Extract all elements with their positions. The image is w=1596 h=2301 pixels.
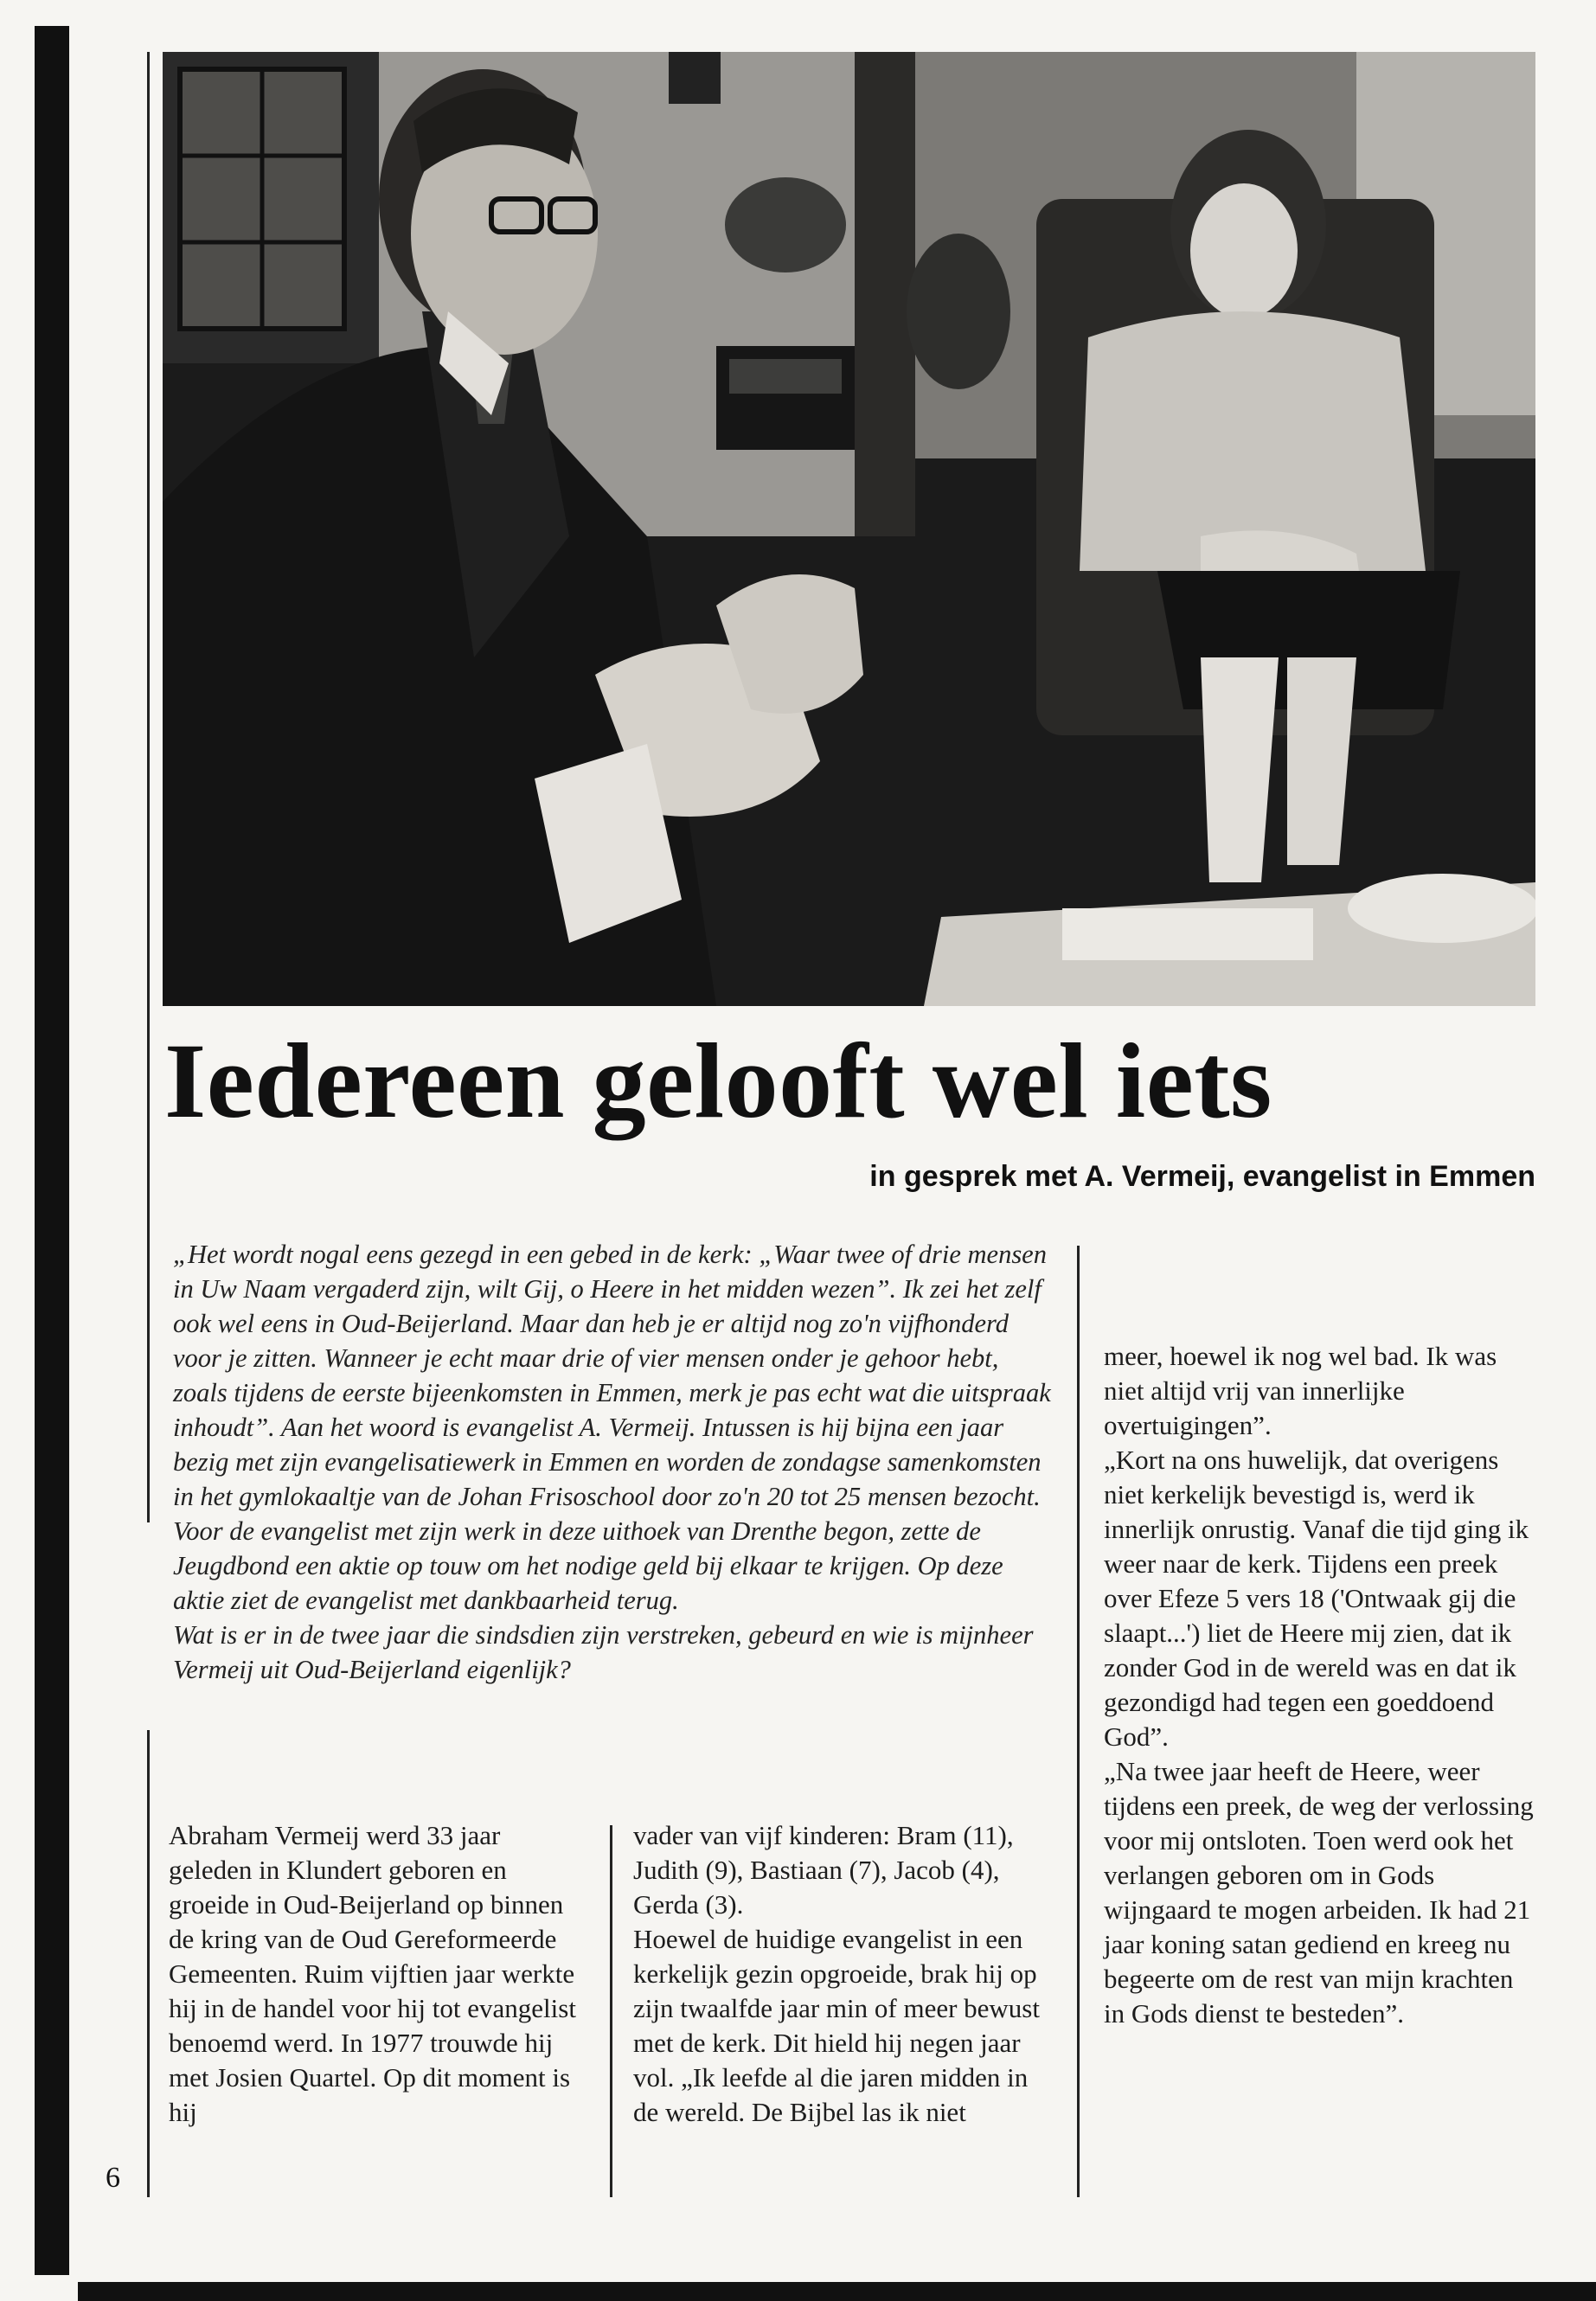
left-edge-bar — [35, 26, 69, 2275]
margin-rule — [147, 52, 150, 1522]
bottom-edge-bar — [78, 2282, 1596, 2301]
intro-paragraph: „Het wordt nogal eens gezegd in een gebed in de kerk: „Waar twee of drie mensen in Uw Naam vergaderd zijn, wilt Gij, o Heere in het midden wezen”. Ik zei het zelf ook wel eens in Oud-Beijerland. Maar dan heb je er altijd nog zo'n vijfhonderd voor je zitten. Wanneer je echt maar drie of vier mensen onder je gehoor hebt, zoals tijdens de eerste bijeenkomsten in Emmen, merk je pas echt wat die uitspraak inhoudt”. Aan het woord is evangelist A. Vermeij. Intussen is hij bijna een jaar bezig met zijn evangelisatiewerk in Emmen en worden de zondagse samenkomsten in het gymlokaaltje van de Johan Frisoschool door zo'n 20 tot 25 mensen bezocht. Voor de evangelist met zijn werk in deze uithoek van Drenthe begon, zette de Jeugdbond een aktie op touw om het nodige geld bij elkaar te krijgen. Op deze aktie ziet de evangelist met dankbaarheid terug. — [173, 1240, 1051, 1615]
body-paragraph: meer, hoewel ik nog wel bad. Ik was niet altijd vrij van innerlijke overtuigingen”. — [1104, 1341, 1497, 1440]
body-paragraph: Hoewel de huidige evangelist in een kerkelijk gezin opgroeide, brak hij op zijn twaalfde jaar min of meer bewust met de kerk. Dit hield hij negen jaar vol. „Ik leefde al die jaren midden in de wereld. De Bijbel las ik niet — [633, 1924, 1040, 2127]
interview-photo — [163, 52, 1535, 1006]
page-number: 6 — [106, 2162, 120, 2194]
body-column-3 — [1104, 1339, 1541, 2031]
article-subhead: in gesprek met A. Vermeij, evangelist in Emmen — [869, 1160, 1535, 1193]
column-rule — [1077, 1246, 1080, 2197]
article-headline: Iedereen gelooft wel iets — [164, 1022, 1272, 1140]
body-column-2 — [633, 1818, 1057, 2130]
body-column-1 — [169, 1818, 580, 2130]
body-paragraph: „Kort na ons huwelijk, dat overigens niet kerkelijk bevestigd is, werd ik innerlijk onrustig. Vanaf die tijd ging ik weer naar de kerk. Tijdens een preek over Efeze 5 vers 18 ('Ontwaak gij die slaapt...') liet de Heere mij zien, dat ik zonder God in de wereld was en dat ik gezondigd had tegen een goeddoend God”. — [1104, 1445, 1529, 1752]
body-paragraph: vader van vijf kinderen: Bram (11), Judith (9), Bastiaan (7), Jacob (4), Gerda (3). — [633, 1820, 1014, 1920]
intro-paragraph: Wat is er in de twee jaar die sindsdien zijn verstreken, gebeurd en wie is mijnheer Vermeij uit Oud-Beijerland eigenlijk? — [173, 1620, 1034, 1684]
body-paragraph: „Na twee jaar heeft de Heere, weer tijdens een preek, de weg der verlossing voor mij ontsloten. Toen werd ook het verlangen geboren om in Gods wijngaard te mogen arbeiden. Ik had 21 jaar koning satan gediend en kreeg nu begeerte om de rest van mijn krachten in Gods dienst te besteden”. — [1104, 1756, 1534, 2029]
column-rule — [610, 1825, 612, 2197]
article-intro — [173, 1237, 1055, 1687]
photo-illustration — [163, 52, 1535, 1006]
body-paragraph: Abraham Vermeij werd 33 jaar geleden in Klundert geboren en groeide in Oud-Beijerland op binnen de kring van de Oud Gereformeerde Gemeenten. Ruim vijftien jaar werkte hij in de handel voor hij tot evangelist benoemd werd. In 1977 trouwde hij met Josien Quartel. Op dit moment is hij — [169, 1820, 576, 2127]
margin-rule-lower — [147, 1730, 150, 2197]
